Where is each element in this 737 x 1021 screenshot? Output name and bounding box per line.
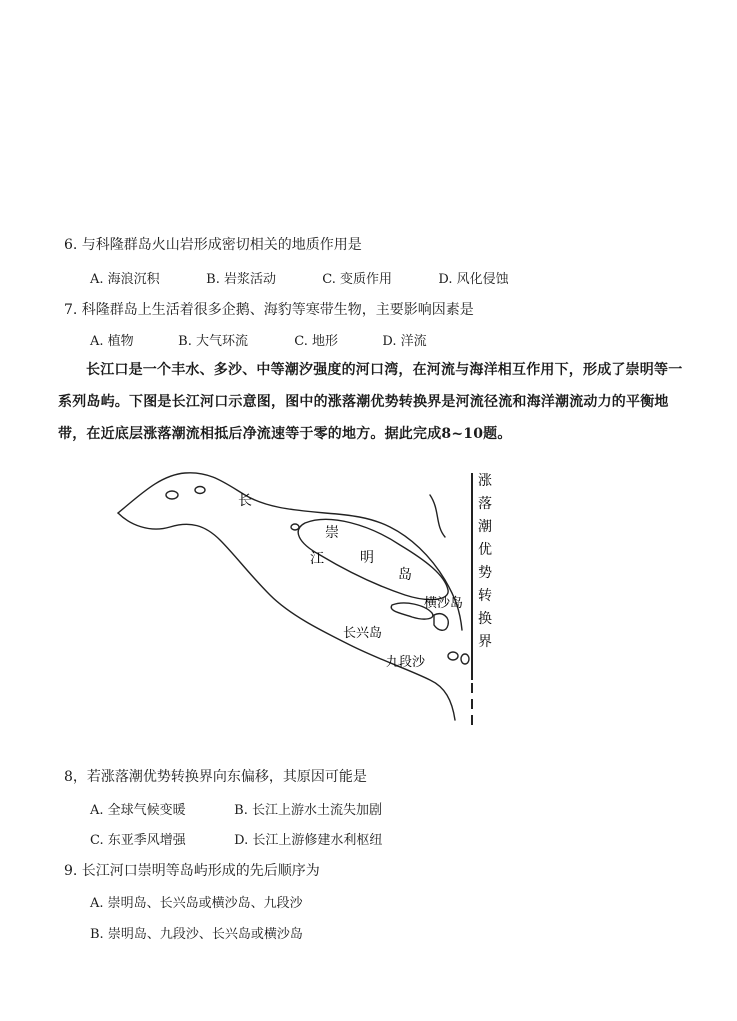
q6-option-c: C. 变质作用 (322, 272, 393, 287)
yangtze-estuary-map (100, 455, 520, 745)
label-hengsha: 横沙岛 (424, 596, 464, 611)
label-ming: 明 (360, 550, 374, 566)
passage-text: 长江口是一个丰水、多沙、中等潮汐强度的河口湾，在河流与海洋相互作用下，形成了崇明等一系列岛屿。下图是长江河口示意图，图中的涨落潮优势转换界是河流径流和海洋潮流动力的平衡地带，在近底层涨落潮流相抵后净流速等于零的地方。据此完成8~10题。 (58, 362, 683, 442)
q7-option-b: B. 大气环流 (178, 334, 248, 349)
boundary-char-2: 落 (478, 496, 492, 512)
islet-1 (166, 491, 178, 499)
question-8-stem: 8，若涨落潮优势转换界向东偏移，其原因可能是 (64, 769, 367, 785)
hengsha-island-outline (434, 614, 448, 631)
south-bank-line (118, 513, 455, 720)
q6-option-a: A. 海浪沉积 (90, 272, 160, 287)
q8-option-b: B. 长江上游水土流失加剧 (234, 803, 382, 818)
question-7-stem: 7. 科隆群岛上生活着很多企鹅、海豹等寒带生物，主要影响因素是 (64, 302, 474, 318)
question-7-options (90, 330, 427, 349)
boundary-char-4: 优 (478, 542, 492, 558)
north-coast-line (430, 495, 445, 537)
q7-option-c: C. 地形 (294, 334, 339, 349)
label-jiang: 江 (310, 551, 324, 567)
label-dao: 岛 (398, 567, 412, 583)
boundary-label (478, 473, 492, 650)
label-chong: 崇 (325, 525, 339, 541)
boundary-char-8: 界 (478, 634, 492, 650)
label-jiuduansha: 九段沙 (386, 655, 426, 670)
q8-option-a: A. 全球气候变暖 (90, 803, 186, 818)
boundary-char-1: 涨 (478, 473, 492, 489)
q9-option-a: A. 崇明岛、长兴岛或横沙岛、九段沙 (90, 896, 303, 911)
question-8-options-row1 (90, 799, 382, 818)
q8-option-d: D. 长江上游修建水利枢纽 (234, 833, 383, 848)
boundary-char-3: 潮 (478, 519, 492, 535)
label-chang: 长 (238, 493, 252, 509)
islet-3 (291, 524, 299, 530)
q9-option-b: B. 崇明岛、九段沙、长兴岛或横沙岛 (90, 927, 303, 942)
question-9-stem: 9. 长江河口崇明等岛屿形成的先后顺序为 (64, 863, 320, 879)
islet-2 (195, 487, 205, 494)
q8-option-c: C. 东亚季风增强 (90, 833, 186, 848)
label-changxing: 长兴岛 (343, 626, 383, 641)
boundary-char-5: 势 (478, 565, 492, 581)
q7-option-a: A. 植物 (90, 334, 134, 349)
question-6-options (90, 268, 509, 287)
q6-option-d: D. 风化侵蚀 (438, 272, 509, 287)
question-8-options-row2 (90, 829, 382, 848)
boundary-char-7: 换 (478, 611, 492, 627)
q7-option-d: D. 洋流 (382, 334, 427, 349)
jiuduansha-shoal-1 (448, 652, 458, 660)
boundary-char-6: 转 (478, 588, 492, 604)
jiuduansha-shoal-2 (461, 654, 469, 664)
question-6-stem: 6. 与科隆群岛火山岩形成密切相关的地质作用是 (64, 237, 362, 253)
q6-option-b: B. 岩浆活动 (206, 272, 276, 287)
